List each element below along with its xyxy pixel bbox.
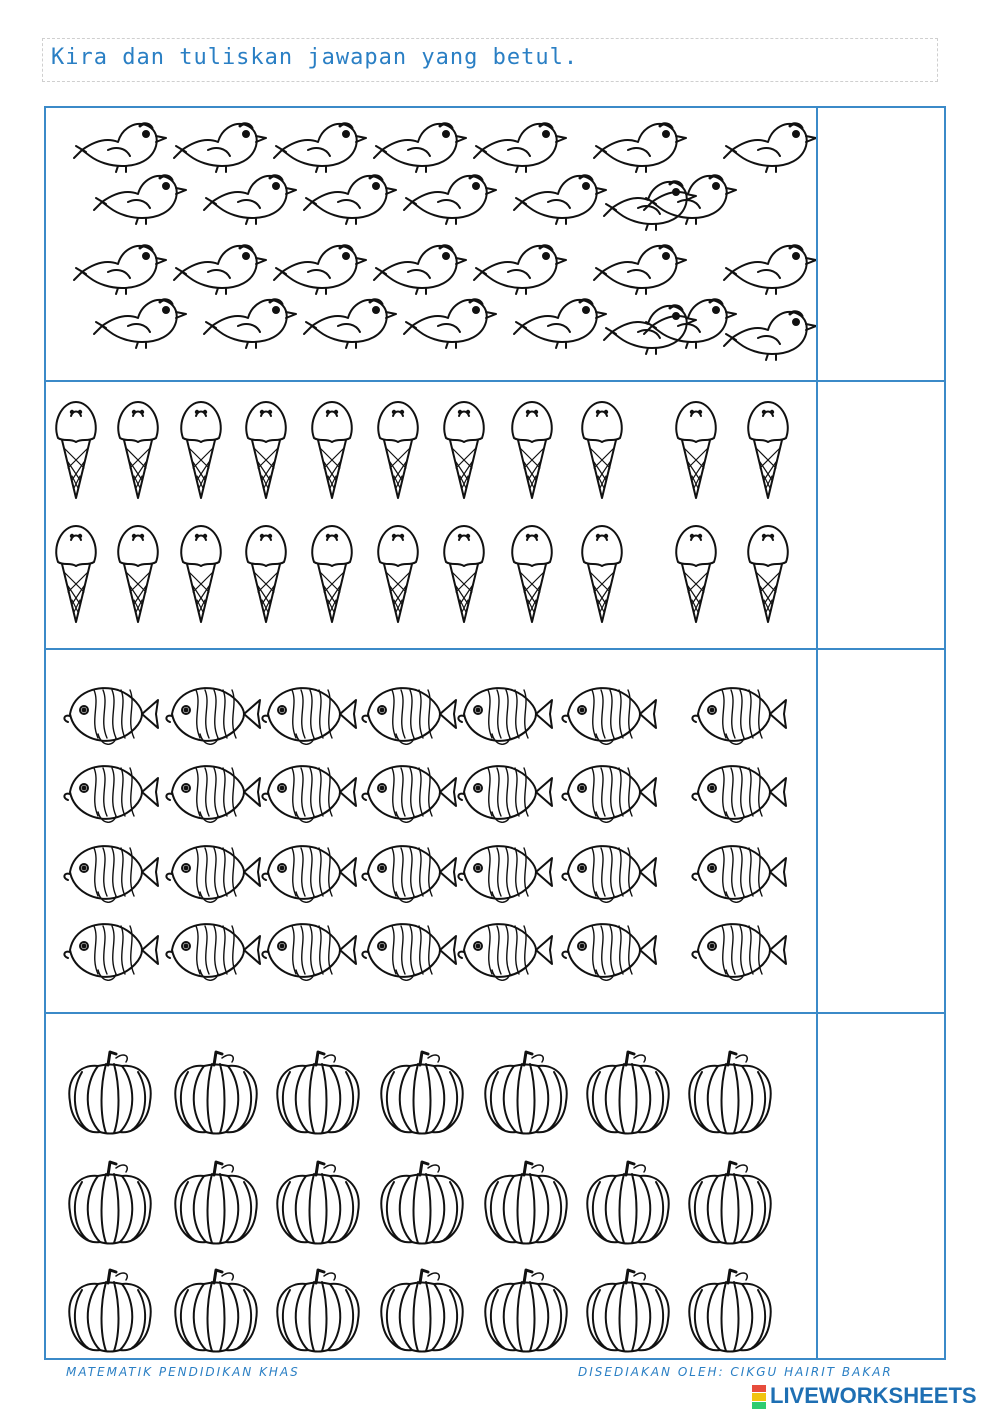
bird-icon — [594, 246, 686, 294]
fish-icon — [562, 688, 656, 744]
ice-cream-icon — [246, 526, 286, 622]
pumpkin-icon — [381, 1270, 462, 1352]
row-pumpkins — [46, 1014, 944, 1358]
bird-icon — [204, 176, 296, 224]
fish-icon — [166, 846, 260, 902]
ice-cream-icon — [118, 526, 158, 622]
bird-icon — [724, 312, 816, 360]
pumpkins-illustration — [46, 1014, 816, 1358]
bird-icon — [604, 306, 696, 354]
pumpkin-icon — [175, 1270, 256, 1352]
ice-cream-icon — [582, 526, 622, 622]
answer-box-fish[interactable] — [818, 650, 944, 1012]
pumpkin-icon — [381, 1162, 462, 1244]
ice-cream-icon — [676, 402, 716, 498]
ice-cream-icon — [56, 526, 96, 622]
pumpkin-icon — [175, 1162, 256, 1244]
picture-cell-fish — [46, 650, 818, 1012]
answer-box-birds[interactable] — [818, 108, 944, 380]
pumpkin-icon — [689, 1162, 770, 1244]
ice-cream-icon — [444, 526, 484, 622]
pumpkin-icon — [485, 1162, 566, 1244]
liveworksheets-logo — [752, 1383, 996, 1411]
brand-name: LIVEWORKSHEETS — [770, 1383, 977, 1408]
pumpkin-icon — [277, 1052, 358, 1134]
ice-cream-icon — [246, 402, 286, 498]
bird-icon — [174, 124, 266, 172]
pumpkin-icon — [689, 1052, 770, 1134]
pumpkin-icon — [277, 1162, 358, 1244]
bird-icon — [204, 300, 296, 348]
ice-cream-icon — [512, 402, 552, 498]
fish-icon — [166, 766, 260, 822]
birds-illustration — [46, 108, 816, 380]
ice-cream-icon — [312, 402, 352, 498]
ice-cream-icon — [512, 526, 552, 622]
ice-cream-icon — [181, 526, 221, 622]
answer-box-pumpkins[interactable] — [818, 1014, 944, 1358]
pumpkin-icon — [587, 1270, 668, 1352]
fish-icon — [458, 846, 552, 902]
pumpkin-icon — [69, 1052, 150, 1134]
ice-cream-icon — [444, 402, 484, 498]
bird-icon — [474, 246, 566, 294]
fish-icon — [692, 924, 786, 980]
row-fish — [46, 650, 944, 1014]
fish-icon — [692, 846, 786, 902]
fish-icon — [692, 766, 786, 822]
row-ice-creams — [46, 382, 944, 650]
pumpkin-icon — [485, 1052, 566, 1134]
fish-icon — [262, 766, 356, 822]
instruction-text: Kira dan tuliskan jawapan yang betul. — [51, 45, 579, 70]
bird-icon — [304, 176, 396, 224]
instruction-box — [42, 38, 938, 82]
fish-icon — [362, 846, 456, 902]
ice-cream-icon — [378, 526, 418, 622]
fish-icon — [362, 924, 456, 980]
bird-icon — [724, 124, 816, 172]
bird-icon — [514, 176, 606, 224]
answer-box-ice-creams[interactable] — [818, 382, 944, 648]
bird-icon — [644, 300, 736, 348]
pumpkin-icon — [587, 1162, 668, 1244]
bird-icon — [594, 124, 686, 172]
bird-icon — [74, 246, 166, 294]
pumpkin-icon — [587, 1052, 668, 1134]
bird-icon — [74, 124, 166, 172]
bird-icon — [274, 124, 366, 172]
fish-icon — [262, 846, 356, 902]
pumpkin-icon — [277, 1270, 358, 1352]
fish-icon — [64, 924, 158, 980]
bird-icon — [604, 182, 696, 230]
ice-cream-icon — [748, 526, 788, 622]
picture-cell-ice-creams — [46, 382, 818, 648]
bird-icon — [724, 246, 816, 294]
bird-icon — [644, 176, 736, 224]
fish-icon — [64, 688, 158, 744]
pumpkin-icon — [485, 1270, 566, 1352]
fish-icon — [458, 924, 552, 980]
ice-cream-icon — [56, 402, 96, 498]
fish-illustration — [46, 650, 816, 1012]
counting-table — [44, 106, 946, 1360]
picture-cell-birds — [46, 108, 818, 380]
bird-icon — [474, 124, 566, 172]
fish-icon — [362, 766, 456, 822]
pumpkin-icon — [69, 1162, 150, 1244]
fish-icon — [562, 766, 656, 822]
bird-icon — [94, 300, 186, 348]
ice-cream-icon — [676, 526, 716, 622]
bird-icon — [514, 300, 606, 348]
fish-icon — [262, 688, 356, 744]
fish-icon — [692, 688, 786, 744]
ice-cream-icon — [378, 402, 418, 498]
ice-cream-icon — [118, 402, 158, 498]
pumpkin-icon — [689, 1270, 770, 1352]
bird-icon — [374, 124, 466, 172]
fish-icon — [458, 766, 552, 822]
footer-subject: MATEMATIK PENDIDIKAN KHAS — [66, 1365, 300, 1379]
ice-cream-icon — [748, 402, 788, 498]
pumpkin-icon — [69, 1270, 150, 1352]
fish-icon — [64, 846, 158, 902]
logo-mark-icon — [752, 1385, 766, 1409]
ice-cream-icon — [312, 526, 352, 622]
fish-icon — [458, 688, 552, 744]
picture-cell-pumpkins — [46, 1014, 818, 1358]
ice-creams-illustration — [46, 382, 816, 648]
fish-icon — [362, 688, 456, 744]
pumpkin-icon — [381, 1052, 462, 1134]
bird-icon — [304, 300, 396, 348]
fish-icon — [562, 924, 656, 980]
bird-icon — [404, 300, 496, 348]
ice-cream-icon — [181, 402, 221, 498]
ice-cream-icon — [582, 402, 622, 498]
fish-icon — [166, 924, 260, 980]
bird-icon — [374, 246, 466, 294]
fish-icon — [562, 846, 656, 902]
bird-icon — [274, 246, 366, 294]
fish-icon — [262, 924, 356, 980]
bird-icon — [94, 176, 186, 224]
bird-icon — [404, 176, 496, 224]
fish-icon — [166, 688, 260, 744]
bird-icon — [174, 246, 266, 294]
pumpkin-icon — [175, 1052, 256, 1134]
footer-author: DISEDIAKAN OLEH: CIKGU HAIRIT BAKAR — [578, 1365, 893, 1379]
row-birds — [46, 108, 944, 382]
fish-icon — [64, 766, 158, 822]
